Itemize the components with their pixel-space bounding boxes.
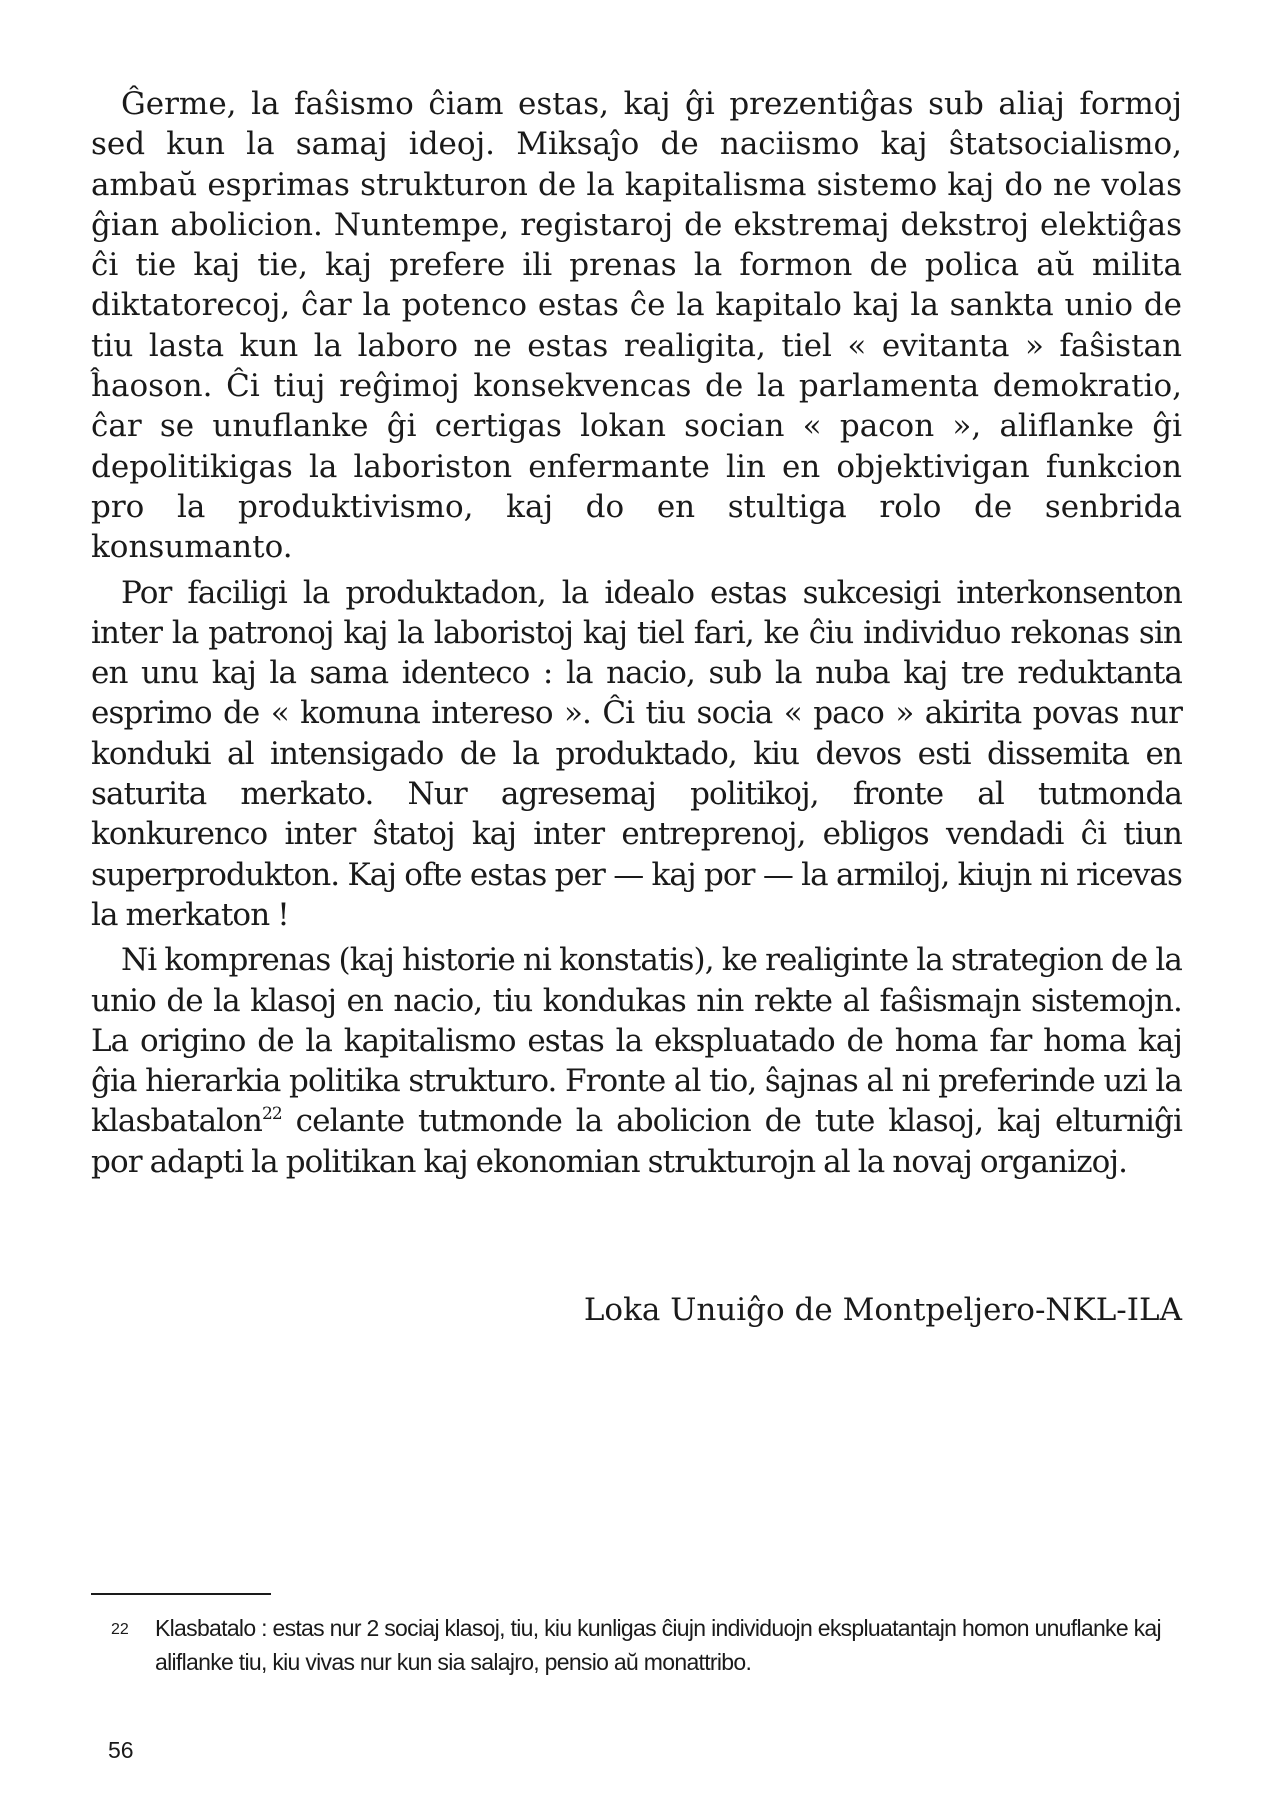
page-number: 56 — [108, 1737, 134, 1763]
paragraph-3-text-before: Ni komprenas (kaj historie ni konstatis), ke realiginte la strategion de la unio de la klasoj en nacio, tiu kondukas nin rekte al faŝismajn sistemojn. La origino de la kapitalismo estas la ekspluatado de homa far homa kaj ĝia hierarkia politika strukturo. Fronte al tio, ŝajnas al ni preferinde uzi la klasbatalon — [91, 942, 1182, 1140]
footnote-text: Klasbatalo : estas nur 2 sociaj klasoj, tiu, kiu kunligas ĉiujn individuojn ekspluatantajn homon unuflanke kaj aliflanke tiu, kiu vivas nur kun sia salajro, pensio aŭ monattribo. — [155, 1615, 1161, 1675]
paragraph-3 — [91, 940, 1182, 1182]
body-text — [91, 84, 1182, 1187]
signature: Loka Unuiĝo de Montpeljero-NKL-ILA — [583, 1292, 1182, 1328]
paragraph-3-text-after: celante tutmonde la abolicion de tute klasoj, kaj elturniĝi por adapti la politikan kaj ekonomian strukturojn al la novaj organizoj. — [91, 1103, 1182, 1180]
footnote — [91, 1611, 1191, 1679]
footnote-divider — [91, 1593, 271, 1595]
paragraph-2: Por faciligi la produktadon, la idealo estas sukcesigi interkonsenton inter la patronoj kaj la laboristoj kaj tiel fari, ke ĉiu individuo rekonas sin en unu kaj la sama identeco : la nacio, sub la nuba kaj tre reduktanta esprimo de « komuna intereso ». Ĉi tiu socia « paco » akirita povas nur konduki al intensigado de la produktado, kiu devos esti dissemita en saturita merkato. Nur agresemaj politikoj, fronte al tutmonda konkurenco inter ŝtatoj kaj inter entreprenoj, ebligos vendadi ĉi tiun superprodukton. Kaj ofte estas per — kaj por — la armiloj, kiujn ni ricevas la merkaton ! — [91, 574, 1182, 933]
footnote-reference[interactable]: 22 — [262, 1104, 282, 1125]
paragraph-1: Ĝerme, la faŝismo ĉiam estas, kaj ĝi prezentiĝas sub aliaj formoj sed kun la samaj ideoj. Miksaĵo de naciismo kaj ŝtatsocialismo, ambaŭ esprimas strukturon de la kapitalisma sistemo kaj do ne volas ĝian abolicion. Nuntempe, registaroj de ekstremaj dekstroj elektiĝas ĉi tie kaj tie, kaj prefere ili prenas la formon de polica aŭ milita diktatorecoj, ĉar la potenco estas ĉe la kapitalo kaj la sankta unio de tiu lasta kun la laboro ne estas realigita, tiel « evitanta » faŝistan ĥaoson. Ĉi tiuj reĝimoj konsekvencas de la parlamenta demokratio, ĉar se unuflanke ĝi certigas lokan socian « pacon », aliflanke ĝi depolitikigas la laboriston enfermante lin en objektivigan funkcion pro la produktivismo, kaj do en stultiga rolo de senbrida konsumanto. — [91, 86, 1182, 566]
footnote-number: 22 — [111, 1621, 129, 1638]
